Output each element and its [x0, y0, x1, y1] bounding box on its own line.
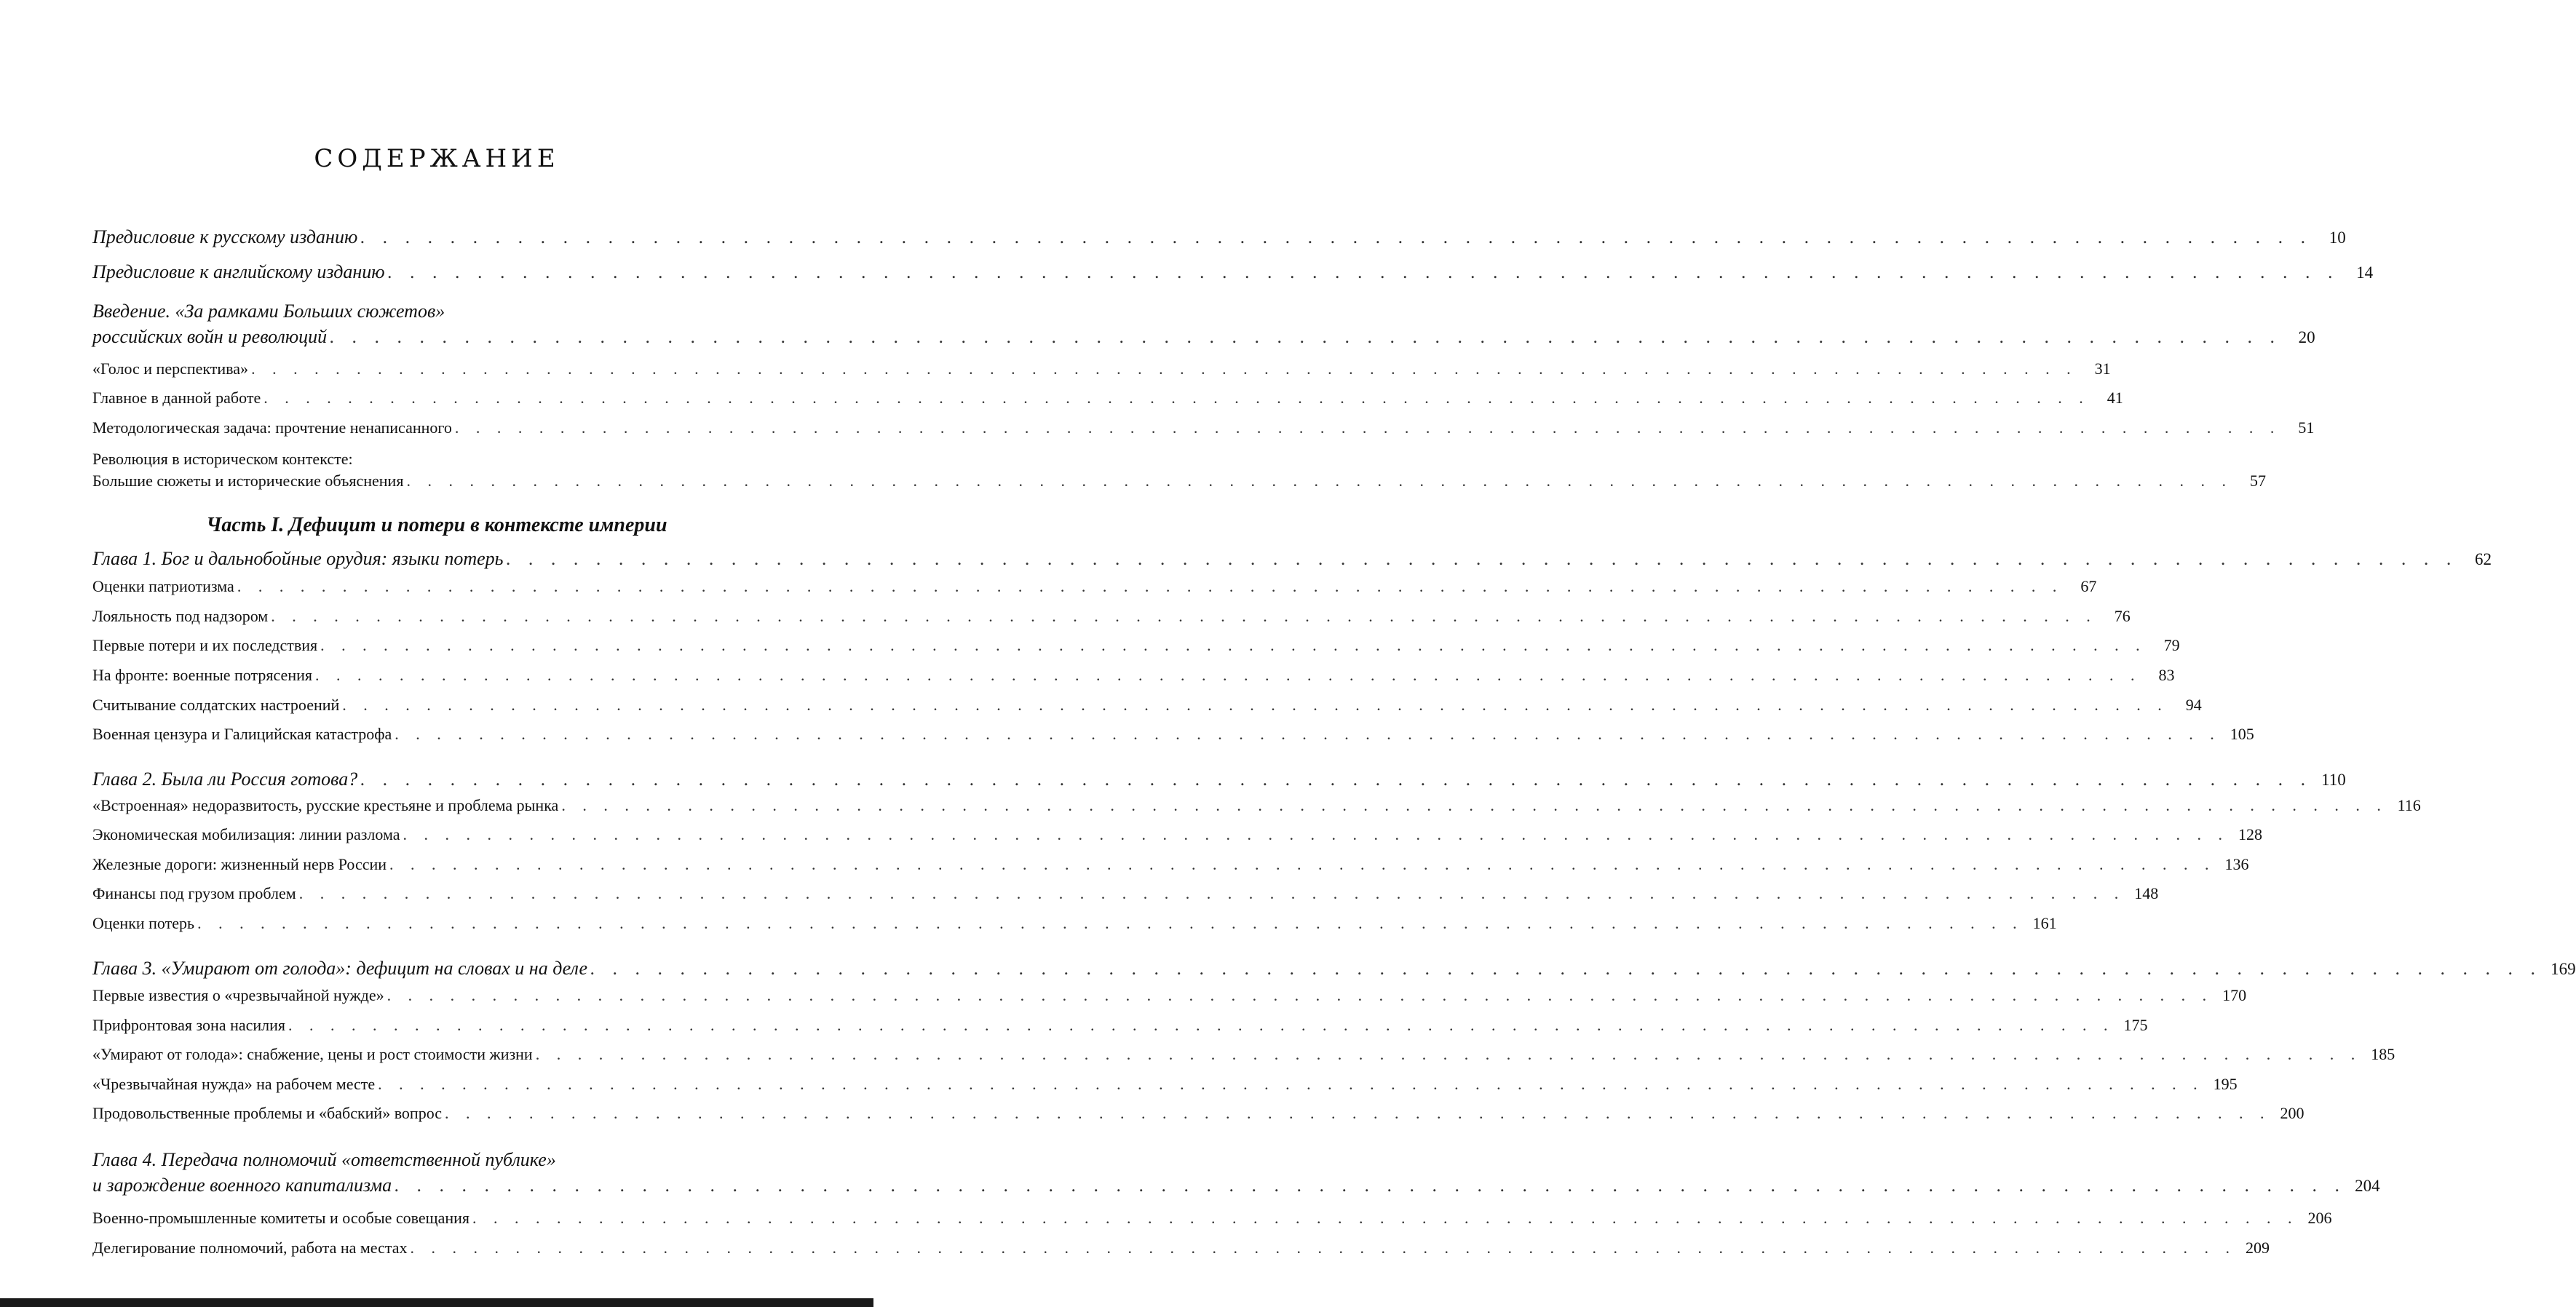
- entry-title-line: Революция в историческом контексте:: [92, 450, 353, 468]
- page-number: 169: [2551, 960, 2576, 978]
- toc-chapter-entry[interactable]: [92, 259, 2374, 285]
- dot-leader: [561, 795, 2387, 817]
- entry-title-line: Введение. «За рамками Больших сюжетов»: [92, 301, 445, 322]
- dot-leader: [395, 1172, 2347, 1198]
- page-number: 62: [2474, 550, 2492, 568]
- page-number: 116: [2397, 796, 2421, 814]
- page-number: 136: [2224, 855, 2249, 873]
- toc-chapter-entry[interactable]: [92, 956, 2576, 982]
- toc-chapter-entry[interactable]: [92, 224, 2346, 250]
- entry-title: На фронте: военные потрясения: [92, 666, 312, 684]
- page-number: 200: [2280, 1104, 2304, 1122]
- dot-leader: [299, 883, 2125, 905]
- page-number: 83: [2158, 666, 2175, 684]
- dot-leader: [406, 470, 2232, 492]
- entry-title: Глава 2. Была ли Россия готова?: [92, 768, 358, 790]
- page-number: 209: [2246, 1239, 2270, 1257]
- page-number: 14: [2356, 263, 2374, 282]
- entry-title: Предисловие к английскому изданию: [92, 261, 385, 282]
- dot-leader: [197, 913, 2024, 934]
- toc-section-entry[interactable]: [92, 664, 2175, 686]
- entry-title: Прифронтовая зона насилия: [92, 1016, 286, 1034]
- toc-section-entry[interactable]: [92, 358, 2111, 380]
- toc-section-entry[interactable]: [92, 1014, 2148, 1036]
- entry-title: Военная цензура и Галицийская катастрофа: [92, 725, 392, 743]
- entry-title: Лояльность под надзором: [92, 607, 269, 625]
- page-number: 57: [2249, 472, 2266, 490]
- entry-title-line: Глава 4. Передача полномочий «ответственной публике»: [92, 1149, 556, 1170]
- toc-section-entry[interactable]: [92, 694, 2202, 716]
- entry-title: и зарождение военного капитализма: [92, 1175, 392, 1196]
- toc-section-entry[interactable]: [92, 1237, 2270, 1259]
- dot-leader: [590, 956, 2543, 981]
- entry-title: Методологическая задача: прочтение ненаписанного: [92, 418, 452, 437]
- dot-leader: [342, 694, 2168, 716]
- page-number: 195: [2213, 1075, 2238, 1093]
- page-number: 128: [2238, 825, 2263, 843]
- dot-leader: [320, 635, 2147, 656]
- toc-section-entry[interactable]: [92, 883, 2159, 905]
- entry-title: российских войн и революций: [92, 326, 328, 347]
- entry-title: Предисловие к русскому изданию: [92, 226, 358, 247]
- dot-leader: [388, 259, 2340, 285]
- entry-title: Экономическая мобилизация: линии разлома: [92, 825, 400, 843]
- toc-section-entry[interactable]: [92, 605, 2131, 627]
- page-number: 31: [2094, 359, 2111, 378]
- bottom-edge-bar: [0, 1298, 873, 1307]
- entry-title: Военно-промышленные комитеты и особые совещания: [92, 1209, 470, 1227]
- toc-chapter-entry[interactable]: [92, 766, 2346, 792]
- toc-section-entry[interactable]: [92, 795, 2421, 817]
- toc-chapter-entry[interactable]: [92, 546, 2492, 572]
- entry-title: Большие сюжеты и исторические объяснения: [92, 472, 404, 490]
- dot-leader: [378, 1073, 2204, 1095]
- dot-leader: [455, 417, 2281, 439]
- dot-leader: [271, 605, 2097, 627]
- page-number: 185: [2371, 1045, 2395, 1063]
- dot-leader: [445, 1103, 2271, 1124]
- dot-leader: [263, 387, 2090, 409]
- dot-leader: [506, 546, 2458, 571]
- toc-section-entry[interactable]: [92, 1073, 2238, 1095]
- dot-leader: [288, 1014, 2115, 1036]
- page-number: 110: [2321, 771, 2346, 789]
- entry-title: Делегирование полномочий, работа на местах: [92, 1239, 408, 1257]
- entry-title: Главное в данной работе: [92, 389, 261, 407]
- page-number: 175: [2123, 1016, 2148, 1034]
- page-number: 148: [2134, 884, 2159, 902]
- page-number: 51: [2298, 418, 2315, 437]
- toc-section-entry[interactable]: [92, 1207, 2332, 1229]
- page-number: 79: [2163, 636, 2180, 654]
- page-number: 76: [2114, 607, 2131, 625]
- entry-title: Глава 3. «Умирают от голода»: дефицит на словах и на деле: [92, 958, 588, 979]
- entry-title: Глава 1. Бог и дальнобойные орудия: языки потерь: [92, 548, 504, 569]
- toc-section-entry[interactable]: [92, 985, 2247, 1006]
- toc-section-entry[interactable]: [92, 448, 2266, 492]
- dot-leader: [315, 664, 2141, 686]
- dot-leader: [387, 985, 2214, 1006]
- toc-section-entry[interactable]: [92, 1103, 2304, 1124]
- toc-section-entry[interactable]: [92, 417, 2315, 439]
- dot-leader: [395, 723, 2221, 745]
- page-title: СОДЕРЖАНИЕ: [314, 144, 560, 173]
- page-number: 206: [2307, 1209, 2332, 1227]
- toc-section-entry[interactable]: [92, 723, 2254, 745]
- part-heading: Часть I. Дефицит и потери в контексте империи: [206, 514, 667, 536]
- entry-title: Продовольственные проблемы и «бабский» вопрос: [92, 1104, 443, 1122]
- page-number: 105: [2230, 725, 2254, 743]
- dot-leader: [330, 324, 2282, 349]
- page-number: 41: [2107, 389, 2123, 407]
- page-number: 67: [2080, 577, 2097, 595]
- entry-title: Оценки патриотизма: [92, 577, 234, 595]
- entry-title: Оценки потерь: [92, 914, 195, 932]
- toc-section-entry[interactable]: [92, 635, 2180, 656]
- toc-section-entry[interactable]: [92, 1044, 2395, 1065]
- dot-leader: [251, 358, 2077, 380]
- dot-leader: [389, 854, 2216, 875]
- toc-section-entry[interactable]: [92, 387, 2123, 409]
- toc-chapter-entry[interactable]: [92, 298, 2315, 350]
- page-number: 204: [2355, 1177, 2380, 1195]
- entry-title: «Встроенная» недоразвитость, русские крестьяне и проблема рынка: [92, 796, 559, 814]
- entry-title: «Голос и перспектива»: [92, 359, 249, 378]
- entry-title: Финансы под грузом проблем: [92, 884, 296, 902]
- toc-chapter-entry[interactable]: [92, 1147, 2380, 1199]
- entry-title: Железные дороги: жизненный нерв России: [92, 855, 387, 873]
- page-number: 10: [2329, 229, 2346, 247]
- dot-leader: [237, 576, 2064, 597]
- dot-leader: [472, 1207, 2299, 1229]
- entry-title: Первые известия о «чрезвычайной нужде»: [92, 986, 384, 1004]
- dot-leader: [360, 224, 2313, 250]
- entry-title: Считывание солдатских настроений: [92, 696, 340, 714]
- dot-leader: [411, 1237, 2237, 1259]
- toc-section-entry[interactable]: [92, 913, 2057, 934]
- toc-section-entry[interactable]: [92, 854, 2249, 875]
- entry-title: «Умирают от голода»: снабжение, цены и рост стоимости жизни: [92, 1045, 533, 1063]
- dot-leader: [360, 766, 2313, 792]
- toc-section-entry[interactable]: [92, 576, 2097, 597]
- page-number: 161: [2032, 914, 2057, 932]
- dot-leader: [536, 1044, 2362, 1065]
- toc-section-entry[interactable]: [92, 824, 2263, 846]
- entry-title: «Чрезвычайная нужда» на рабочем месте: [92, 1075, 376, 1093]
- dot-leader: [403, 824, 2230, 846]
- page-number: 170: [2222, 986, 2247, 1004]
- page-number: 20: [2298, 328, 2315, 346]
- entry-title: Первые потери и их последствия: [92, 636, 318, 654]
- page-number: 94: [2185, 696, 2202, 714]
